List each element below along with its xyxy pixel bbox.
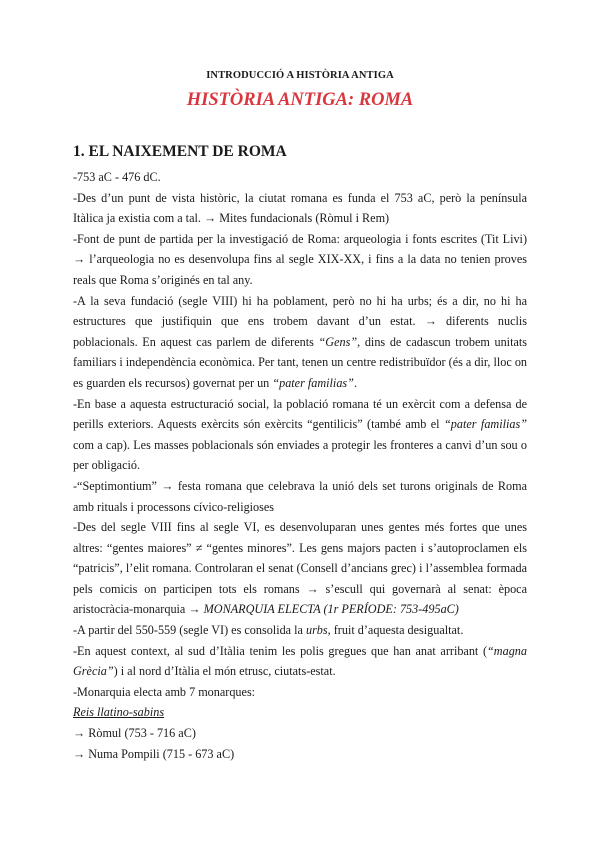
paragraph-sources: -Font de punt de partida per la investigació de Roma: arqueologia i fonts escrites (Tit Livi) → l’arqueologia no es desenvolupa fins al segle XIX-XX, i fins a la data no tenien proves reals que Roma s’originés en tal any. bbox=[73, 231, 527, 287]
document-body bbox=[73, 167, 527, 764]
list-label: Reis llatino-sabins bbox=[73, 705, 165, 720]
section-heading: 1. EL NAIXEMENT DE ROMA bbox=[73, 143, 287, 160]
term-gens: “Gens” bbox=[318, 334, 358, 349]
term-magna-grecia: “magna Grècia” bbox=[73, 643, 527, 679]
paragraph-context: -En aquest context, al sud d’Itàlia tenim les polis gregues que han anat arribant (“magna Grècia”) i al nord d’Itàlia el món etrusc, ciutats-estat. bbox=[73, 643, 527, 679]
term-pater-familias: “pater familias” bbox=[272, 375, 354, 390]
list-item: → Numa Pompili (715 - 673 aC) bbox=[73, 746, 235, 761]
term-monarquia-electa: MONARQUIA ELECTA (1r PERÍODE: 753-495aC) bbox=[203, 602, 459, 617]
paragraph-founding: -Des d’un punt de vista històric, la ciutat romana es funda el 753 aC, però la península Itàlica ja existia com a tal. → Mites fundacionals (Ròmul i Rem) bbox=[73, 190, 527, 226]
paragraph-septimontium: -“Septimontium” → festa romana que celebrava la unió dels set turons originals de Roma amb rituals i processons cívico-religioses bbox=[73, 478, 527, 514]
paragraph-gens: -A la seva fundació (segle VIII) hi ha poblament, però no hi ha urbs; és a dir, no hi ha estructures que justifiquin que ens trobem davant d’un estat. → diferents nuclis poblacionals. En aquest cas parlem de diferents “Gens”, dins de cadascun trobem unitats familiars i independència econòmica. Per tant, tenen un centre redistribuïdor (és a dir, lloc on es guarden els recursos) governat per un “pater familias”. bbox=[73, 293, 528, 390]
paragraph-dates: -753 aC - 476 dC. bbox=[73, 170, 161, 184]
course-subject: INTRODUCCIÓ A HISTÒRIA ANTIGA bbox=[206, 70, 394, 81]
term-urbs: urbs bbox=[305, 623, 328, 638]
list-item: → Ròmul (753 - 716 aC) bbox=[73, 726, 196, 741]
term-pater-familias: “pater familias” bbox=[443, 417, 527, 432]
document-title: HISTÒRIA ANTIGA: ROMA bbox=[186, 90, 414, 110]
paragraph-gentes: -Des del segle VIII fins al segle VI, es desenvoluparan unes gentes més fortes que unes altres: “gentes maiores” ≠ “gentes minores”. Les gens majors pacten i s’autoproclamen els “patricis”, l’elit romana. Controlaran el senat (Consell d’ancians grec) i l’assemblea formada pels comicis on participen tots els romans → s’escull qui governarà al senat: època aristocràcia-monarquia → MONARQUIA ELECTA (1r PERÍODE: 753-495aC) bbox=[73, 520, 527, 617]
paragraph-urbs: -A partir del 550-559 (segle VI) es consolida la urbs, fruit d’aquesta desigualtat. bbox=[73, 623, 464, 638]
paragraph-army: -En base a aquesta estructuració social, la població romana té un exèrcit com a defensa de perills exteriors. Aquests exèrcits són exèrcits “gentilicis” (també amb el “pater familias” com a cap). Les masses poblacionals són enviades a protegir les fronteres a canvi d’un sou o per obligació. bbox=[73, 396, 527, 473]
paragraph-monarchy: -Monarquia electa amb 7 monarques: bbox=[73, 684, 256, 699]
